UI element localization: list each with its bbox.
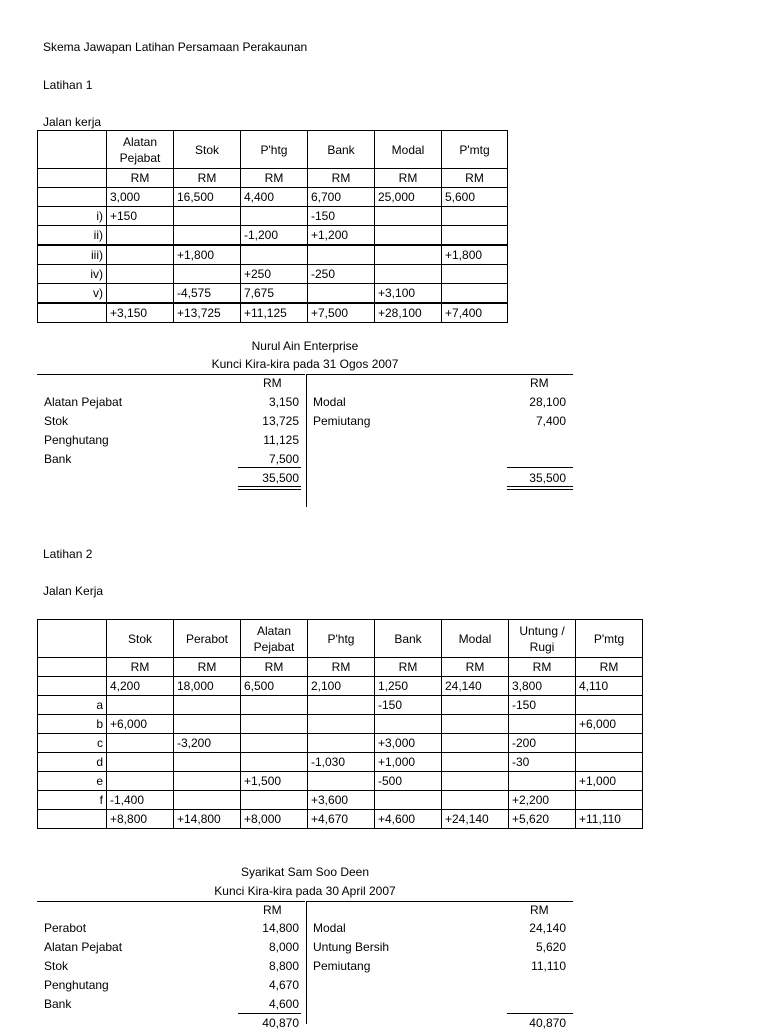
bs1-right-double-rule bbox=[507, 486, 573, 487]
table-cell bbox=[442, 207, 508, 226]
table-cell: 24,140 bbox=[442, 677, 509, 696]
bs-item-label: Penghutang bbox=[44, 978, 109, 992]
table-cell bbox=[308, 245, 375, 265]
table-cell: +13,725 bbox=[174, 303, 241, 323]
table-cell: +4,670 bbox=[308, 810, 375, 829]
table-cell: +1,800 bbox=[174, 245, 241, 265]
table-cell bbox=[241, 715, 308, 734]
table-cell: RM bbox=[308, 658, 375, 677]
bs2-company: Syarikat Sam Soo Deen bbox=[240, 865, 370, 879]
table-cell: RM bbox=[509, 658, 576, 677]
bs-item-value: 11,110 bbox=[531, 959, 566, 973]
row-label-cell: ii) bbox=[38, 226, 107, 246]
table-cell: -4,575 bbox=[174, 284, 241, 304]
column-header: P'htg bbox=[308, 620, 375, 658]
bs-item-label: Alatan Pejabat bbox=[44, 395, 123, 409]
latihan2-heading: Latihan 2 bbox=[43, 547, 93, 561]
table-cell bbox=[241, 696, 308, 715]
table-cell bbox=[576, 734, 643, 753]
bs1-right-total: 35,500 bbox=[529, 471, 566, 485]
table-cell: +150 bbox=[107, 207, 174, 226]
table-cell: 4,110 bbox=[576, 677, 643, 696]
table-cell: -30 bbox=[509, 753, 576, 772]
table-cell bbox=[174, 207, 241, 226]
bs1-right-subtotal-rule bbox=[507, 467, 573, 468]
latihan2-subheading: Jalan Kerja bbox=[43, 584, 104, 598]
bs2-date-title: Kunci Kira-kira pada 30 April 2007 bbox=[214, 884, 396, 898]
table-cell: +3,000 bbox=[375, 734, 442, 753]
table-cell bbox=[107, 753, 174, 772]
row-label-cell: b bbox=[38, 715, 107, 734]
bs2-right-total: 40,870 bbox=[529, 1016, 566, 1030]
bs-item-label: Bank bbox=[44, 997, 72, 1011]
table-cell: RM bbox=[442, 658, 509, 677]
latihan1-worksheet-table bbox=[37, 130, 508, 323]
table-cell bbox=[442, 284, 508, 304]
bs-item-label: Modal bbox=[313, 395, 346, 409]
table-row bbox=[38, 772, 643, 791]
table-cell bbox=[107, 284, 174, 304]
table-cell bbox=[308, 734, 375, 753]
table-cell: 2,100 bbox=[308, 677, 375, 696]
table-row bbox=[38, 696, 643, 715]
table-cell bbox=[375, 791, 442, 810]
table-row bbox=[38, 303, 508, 323]
table-cell: RM bbox=[174, 658, 241, 677]
table-cell: +11,110 bbox=[576, 810, 643, 829]
table-cell: +7,500 bbox=[308, 303, 375, 323]
table-cell bbox=[241, 245, 308, 265]
column-header: Modal bbox=[375, 131, 442, 169]
row-label-cell bbox=[38, 658, 107, 677]
bs2-divider bbox=[306, 901, 307, 1024]
table-cell bbox=[375, 715, 442, 734]
table-cell: 4,200 bbox=[107, 677, 174, 696]
column-header: P'mtg bbox=[442, 131, 508, 169]
bs-item-value: 3,150 bbox=[268, 395, 299, 409]
table-cell bbox=[174, 715, 241, 734]
bs1-top-rule-left bbox=[37, 374, 305, 375]
table-cell: RM bbox=[107, 169, 174, 188]
bs-item-value: 14,800 bbox=[262, 921, 299, 935]
row-label-cell: iv) bbox=[38, 265, 107, 284]
bs1-left-currency: RM bbox=[263, 376, 282, 390]
bs2-top-rule-right bbox=[306, 901, 573, 902]
table-cell bbox=[241, 734, 308, 753]
table-cell: -1,400 bbox=[107, 791, 174, 810]
table-cell: -200 bbox=[509, 734, 576, 753]
bs-item-value: 4,600 bbox=[268, 997, 299, 1011]
bs-item-value: 13,725 bbox=[262, 414, 299, 428]
table-cell: RM bbox=[442, 169, 508, 188]
column-header: Perabot bbox=[174, 620, 241, 658]
table-cell: +250 bbox=[241, 265, 308, 284]
table-row bbox=[38, 753, 643, 772]
row-label-cell bbox=[38, 303, 107, 323]
table-row bbox=[38, 284, 508, 304]
bs1-company: Nurul Ain Enterprise bbox=[251, 339, 359, 353]
table-cell bbox=[308, 696, 375, 715]
table-cell bbox=[107, 696, 174, 715]
table-cell: +8,000 bbox=[241, 810, 308, 829]
table-cell: +1,200 bbox=[308, 226, 375, 246]
table-row bbox=[38, 658, 643, 677]
table-cell bbox=[174, 791, 241, 810]
bs1-right-currency: RM bbox=[530, 376, 549, 390]
row-label-cell: v) bbox=[38, 284, 107, 304]
table-cell: -150 bbox=[375, 696, 442, 715]
table-cell: +3,600 bbox=[308, 791, 375, 810]
table-cell bbox=[576, 791, 643, 810]
table-cell: -150 bbox=[308, 207, 375, 226]
table-cell: RM bbox=[308, 169, 375, 188]
latihan1-subheading: Jalan kerja bbox=[43, 115, 102, 129]
table-cell: -250 bbox=[308, 265, 375, 284]
table-cell: 3,000 bbox=[107, 188, 174, 207]
table-cell: +28,100 bbox=[375, 303, 442, 323]
column-header: Stok bbox=[107, 620, 174, 658]
table-cell: +1,000 bbox=[375, 753, 442, 772]
table-cell: RM bbox=[375, 169, 442, 188]
table-cell bbox=[174, 226, 241, 246]
table-cell: +7,400 bbox=[442, 303, 508, 323]
bs-item-label: Stok bbox=[44, 959, 69, 973]
bs-item-value: 7,500 bbox=[268, 452, 299, 466]
table-cell bbox=[442, 753, 509, 772]
table-cell: +1,000 bbox=[576, 772, 643, 791]
row-label-cell: e bbox=[38, 772, 107, 791]
column-header: Alatan Pejabat bbox=[107, 131, 174, 169]
table-cell: +3,100 bbox=[375, 284, 442, 304]
table-cell: 3,800 bbox=[509, 677, 576, 696]
table-cell: +11,125 bbox=[241, 303, 308, 323]
table-cell bbox=[576, 753, 643, 772]
table-cell bbox=[442, 734, 509, 753]
table-row bbox=[38, 791, 643, 810]
table-cell bbox=[241, 207, 308, 226]
table-cell bbox=[509, 772, 576, 791]
table-cell bbox=[241, 791, 308, 810]
bs2-left-total: 40,870 bbox=[262, 1016, 299, 1030]
table-cell: RM bbox=[241, 658, 308, 677]
table-cell: +5,620 bbox=[509, 810, 576, 829]
row-label-cell: i) bbox=[38, 207, 107, 226]
bs2-left-currency: RM bbox=[263, 903, 282, 917]
bs-item-value: 24,140 bbox=[529, 921, 566, 935]
table-cell: RM bbox=[241, 169, 308, 188]
table-cell bbox=[442, 226, 508, 246]
table-cell: RM bbox=[174, 169, 241, 188]
table-cell: +3,150 bbox=[107, 303, 174, 323]
table-cell: +6,000 bbox=[107, 715, 174, 734]
table-cell bbox=[509, 715, 576, 734]
bs-item-label: Modal bbox=[313, 921, 346, 935]
table-cell: -1,200 bbox=[241, 226, 308, 246]
row-label-cell: d bbox=[38, 753, 107, 772]
table-cell bbox=[174, 265, 241, 284]
table-cell bbox=[107, 734, 174, 753]
row-label-cell: iii) bbox=[38, 245, 107, 265]
bs1-top-rule-right bbox=[306, 374, 573, 375]
bs1-right-double-rule bbox=[507, 489, 573, 490]
bs-item-label: Bank bbox=[44, 452, 72, 466]
table-cell bbox=[308, 772, 375, 791]
table-cell bbox=[442, 696, 509, 715]
table-cell: -1,030 bbox=[308, 753, 375, 772]
table-cell bbox=[375, 245, 442, 265]
row-label-cell bbox=[38, 810, 107, 829]
table-cell: +14,800 bbox=[174, 810, 241, 829]
bs-item-value: 8,800 bbox=[268, 959, 299, 973]
table-cell bbox=[375, 226, 442, 246]
table-row bbox=[38, 734, 643, 753]
table-cell: 6,700 bbox=[308, 188, 375, 207]
bs-item-value: 5,620 bbox=[535, 940, 566, 954]
bs1-divider bbox=[306, 374, 307, 507]
column-header: Untung / Rugi bbox=[509, 620, 576, 658]
column-header: Modal bbox=[442, 620, 509, 658]
table-cell: -150 bbox=[509, 696, 576, 715]
table-cell: 4,400 bbox=[241, 188, 308, 207]
column-header bbox=[38, 131, 107, 169]
bs-item-value: 28,100 bbox=[529, 395, 566, 409]
row-label-cell bbox=[38, 677, 107, 696]
table-header-row bbox=[38, 620, 643, 658]
table-cell bbox=[375, 265, 442, 284]
bs-item-label: Pemiutang bbox=[313, 959, 371, 973]
table-cell: +24,140 bbox=[442, 810, 509, 829]
table-cell bbox=[107, 245, 174, 265]
column-header: Stok bbox=[174, 131, 241, 169]
table-cell bbox=[241, 753, 308, 772]
row-label-cell: f bbox=[38, 791, 107, 810]
table-cell: -3,200 bbox=[174, 734, 241, 753]
page-title: Skema Jawapan Latihan Persamaan Perakaunan bbox=[43, 40, 308, 54]
bs-item-value: 8,000 bbox=[268, 940, 299, 954]
bs1-left-double-rule bbox=[238, 489, 301, 490]
table-cell: 16,500 bbox=[174, 188, 241, 207]
table-cell: RM bbox=[375, 658, 442, 677]
column-header: P'mtg bbox=[576, 620, 643, 658]
bs-item-value: 4,670 bbox=[268, 978, 299, 992]
table-cell bbox=[107, 226, 174, 246]
table-cell: 6,500 bbox=[241, 677, 308, 696]
bs1-left-subtotal-rule bbox=[238, 467, 301, 468]
row-label-cell: a bbox=[38, 696, 107, 715]
table-row bbox=[38, 265, 508, 284]
latihan2-worksheet-table bbox=[37, 619, 643, 829]
column-header: Bank bbox=[375, 620, 442, 658]
table-cell bbox=[308, 284, 375, 304]
table-cell: +1,500 bbox=[241, 772, 308, 791]
table-cell bbox=[107, 772, 174, 791]
bs-item-label: Untung Bersih bbox=[313, 940, 390, 954]
table-cell: +4,600 bbox=[375, 810, 442, 829]
row-label-cell: c bbox=[38, 734, 107, 753]
table-cell: RM bbox=[107, 658, 174, 677]
bs1-left-double-rule bbox=[238, 486, 301, 487]
table-cell: 1,250 bbox=[375, 677, 442, 696]
table-row bbox=[38, 207, 508, 226]
bs-item-value: 7,400 bbox=[535, 414, 566, 428]
bs2-left-subtotal-rule bbox=[238, 1013, 301, 1014]
table-cell bbox=[442, 265, 508, 284]
table-cell bbox=[174, 772, 241, 791]
bs-item-label: Perabot bbox=[44, 921, 87, 935]
table-row bbox=[38, 188, 508, 207]
table-row bbox=[38, 810, 643, 829]
table-cell: 5,600 bbox=[442, 188, 508, 207]
bs1-date-title: Kunci Kira-kira pada 31 Ogos 2007 bbox=[211, 357, 399, 371]
table-cell bbox=[174, 696, 241, 715]
column-header: P'htg bbox=[241, 131, 308, 169]
table-cell: +1,800 bbox=[442, 245, 508, 265]
table-cell: -500 bbox=[375, 772, 442, 791]
bs-item-label: Pemiutang bbox=[313, 414, 371, 428]
column-header: Alatan Pejabat bbox=[241, 620, 308, 658]
table-cell bbox=[442, 772, 509, 791]
table-cell: 18,000 bbox=[174, 677, 241, 696]
table-header-row bbox=[38, 131, 508, 169]
table-cell: RM bbox=[576, 658, 643, 677]
table-cell: 7,675 bbox=[241, 284, 308, 304]
table-cell: +6,000 bbox=[576, 715, 643, 734]
bs2-right-subtotal-rule bbox=[507, 1013, 573, 1014]
column-header bbox=[38, 620, 107, 658]
column-header: Bank bbox=[308, 131, 375, 169]
bs-item-label: Penghutang bbox=[44, 433, 109, 447]
bs1-left-total: 35,500 bbox=[262, 471, 299, 485]
bs-item-value: 11,125 bbox=[263, 433, 299, 447]
table-cell bbox=[442, 715, 509, 734]
latihan1-heading: Latihan 1 bbox=[43, 78, 93, 92]
table-row bbox=[38, 226, 508, 246]
bs2-right-currency: RM bbox=[530, 903, 549, 917]
table-cell bbox=[174, 753, 241, 772]
table-cell: +2,200 bbox=[509, 791, 576, 810]
table-cell bbox=[442, 791, 509, 810]
table-cell bbox=[107, 265, 174, 284]
table-row bbox=[38, 169, 508, 188]
table-row bbox=[38, 715, 643, 734]
table-cell bbox=[375, 207, 442, 226]
row-label-cell bbox=[38, 169, 107, 188]
table-row bbox=[38, 245, 508, 265]
bs-item-label: Stok bbox=[44, 414, 69, 428]
bs-item-label: Alatan Pejabat bbox=[44, 940, 123, 954]
table-row bbox=[38, 677, 643, 696]
table-cell bbox=[308, 715, 375, 734]
table-cell bbox=[576, 696, 643, 715]
row-label-cell bbox=[38, 188, 107, 207]
table-cell: 25,000 bbox=[375, 188, 442, 207]
table-cell: +8,800 bbox=[107, 810, 174, 829]
bs2-top-rule-left bbox=[37, 901, 305, 902]
